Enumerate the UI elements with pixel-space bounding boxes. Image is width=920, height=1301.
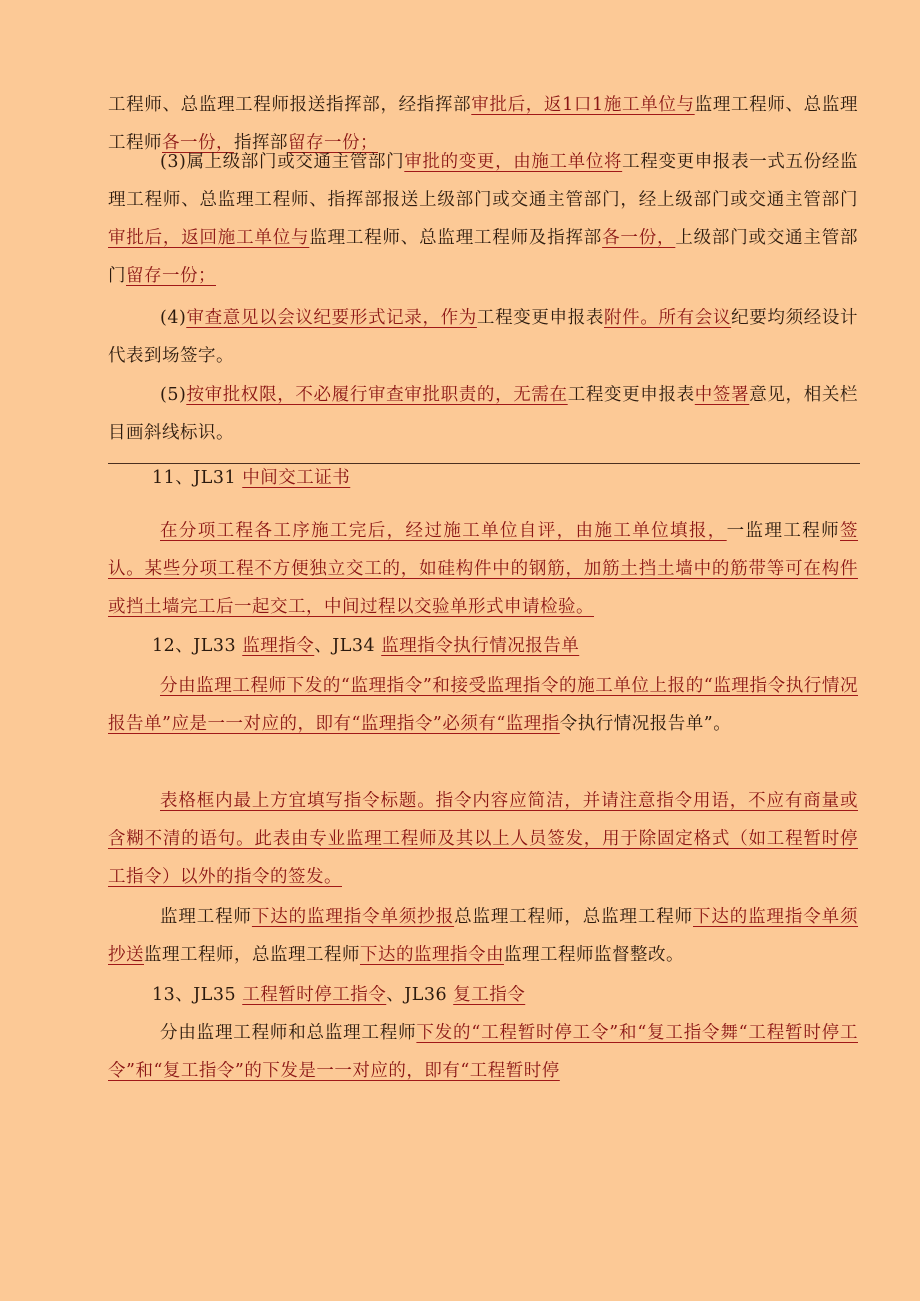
underlined-text: 按审批权限，不必履行审查审批职责的，无需在	[186, 385, 568, 405]
underlined-text: 留存一份；	[126, 266, 216, 286]
section-number: 13、JL35	[152, 985, 243, 1005]
section-number: 12、JL33	[152, 636, 243, 656]
section-title: 监理指令	[242, 636, 315, 656]
underlined-text: 下达的监理指令单须抄送	[108, 907, 859, 965]
underlined-text: 分由监理工程师下发的“监理指令”和接受监理指令的施工单位上报的“监理指令执行情况报告单”应是一一对应的，即有“监理指令”必须有“监理指	[108, 676, 858, 734]
underlined-text: 下达的监理指令由	[360, 945, 504, 965]
text-run: 工程变更申报表	[567, 385, 695, 405]
text-run: 监理工程师	[160, 907, 252, 927]
text-run: 意见，相关栏目画斜线标识。	[108, 385, 859, 443]
underlined-text: 中签署	[694, 385, 750, 405]
underlined-text: 审批的变更，由施工单位将	[404, 152, 623, 172]
underlined-text: 留存一份；	[288, 133, 378, 153]
text-run: 总监理工程师，总监理工程师	[454, 907, 693, 927]
section-heading-12	[108, 627, 858, 665]
text-run: 工程变更申报表	[476, 308, 605, 328]
paragraph-item-5	[108, 376, 858, 452]
text-run: 纪要均须经设计代表到场签字。	[108, 308, 859, 366]
underlined-text: 下达的监理指令单须抄报	[251, 907, 455, 927]
text-run: 分由监理工程师和总监理工程师	[160, 1023, 417, 1043]
section-title: 复工指令	[453, 985, 526, 1005]
underlined-text: 附件。所有会议	[604, 308, 732, 328]
text-run: (3)属上级部门或交通主管部门	[160, 152, 405, 172]
paragraph-instruction-copy	[108, 898, 858, 974]
section-number: 11、JL31	[152, 468, 243, 488]
section-heading-13	[108, 976, 858, 1014]
underlined-text: 审批后，返回施工单位与	[108, 228, 310, 248]
section-title: 中间交工证书	[242, 468, 351, 488]
text-run: 一监理工程师	[726, 521, 841, 541]
text-run: 令执行情况报告单”。	[559, 714, 732, 734]
text-run: (5)	[160, 385, 187, 405]
text-run: 工程师、总监理工程师报送指挥部，经指挥部	[108, 95, 472, 115]
underlined-text: 下发的“工程暂时停工令”和“复工指令舞“工程暂时停工令”和“复工指令”的下发是一一对应的，即有“工程暂时停	[108, 1023, 858, 1081]
text-run: 监理工程师监督整改。	[504, 945, 684, 965]
underlined-text: 签认。某些分项工程不方便独立交工的，如硅构件中的钢筋，加筋土挡土墙中的筋带等可在构件或挡土墙完工后一起交工，中间过程以交验单形式申请检验。	[108, 521, 859, 617]
text-run: 指挥部	[234, 133, 288, 153]
underlined-text: 表格框内最上方宜填写指令标题。指令内容应简洁，并请注意指令用语，不应有商量或含糊不清的语句。此表由专业监理工程师及其以上人员签发，用于除固定格式（如工程暂时停工指令）以外的指令的签发。	[108, 791, 858, 887]
paragraph-instruction-pair	[108, 667, 858, 743]
text-run: 监理工程师、总监理工程师及指挥部	[309, 228, 603, 248]
section-title: 监理指令执行情况报告单	[381, 636, 580, 656]
text-run: 、JL34	[314, 636, 382, 656]
underlined-text: 各一份，	[162, 133, 234, 153]
section-title: 工程暂时停工指令	[242, 985, 387, 1005]
paragraph-handover	[108, 512, 858, 626]
text-run: 上级部门或交通主管部门	[108, 228, 859, 286]
paragraph-item-4	[108, 299, 858, 375]
underlined-text: 审查意见以会议纪要形式记录，作为	[186, 308, 477, 328]
text-run: 、JL36	[386, 985, 454, 1005]
section-heading-11	[108, 459, 858, 497]
text-run: 工程变更申报表一式五份经监理工程师、总监理工程师、指挥部报送上级部门或交通主管部门，经上级部门或交通主管部门	[108, 152, 859, 210]
text-run: 监理工程师，总监理工程师	[144, 945, 360, 965]
text-run: (4)	[160, 308, 187, 328]
underlined-text: 审批后，返1口1施工单位与	[471, 95, 695, 115]
underlined-text: 在分项工程各工序施工完后，经过施工单位自评，由施工单位填报，	[160, 521, 727, 541]
paragraph-instruction-form	[108, 782, 858, 896]
text-run: 监理工程师、总监理工程师	[108, 95, 858, 153]
underlined-text: 各一份，	[602, 228, 676, 248]
paragraph-item-3	[108, 143, 858, 295]
paragraph-stop-work	[108, 1014, 858, 1090]
